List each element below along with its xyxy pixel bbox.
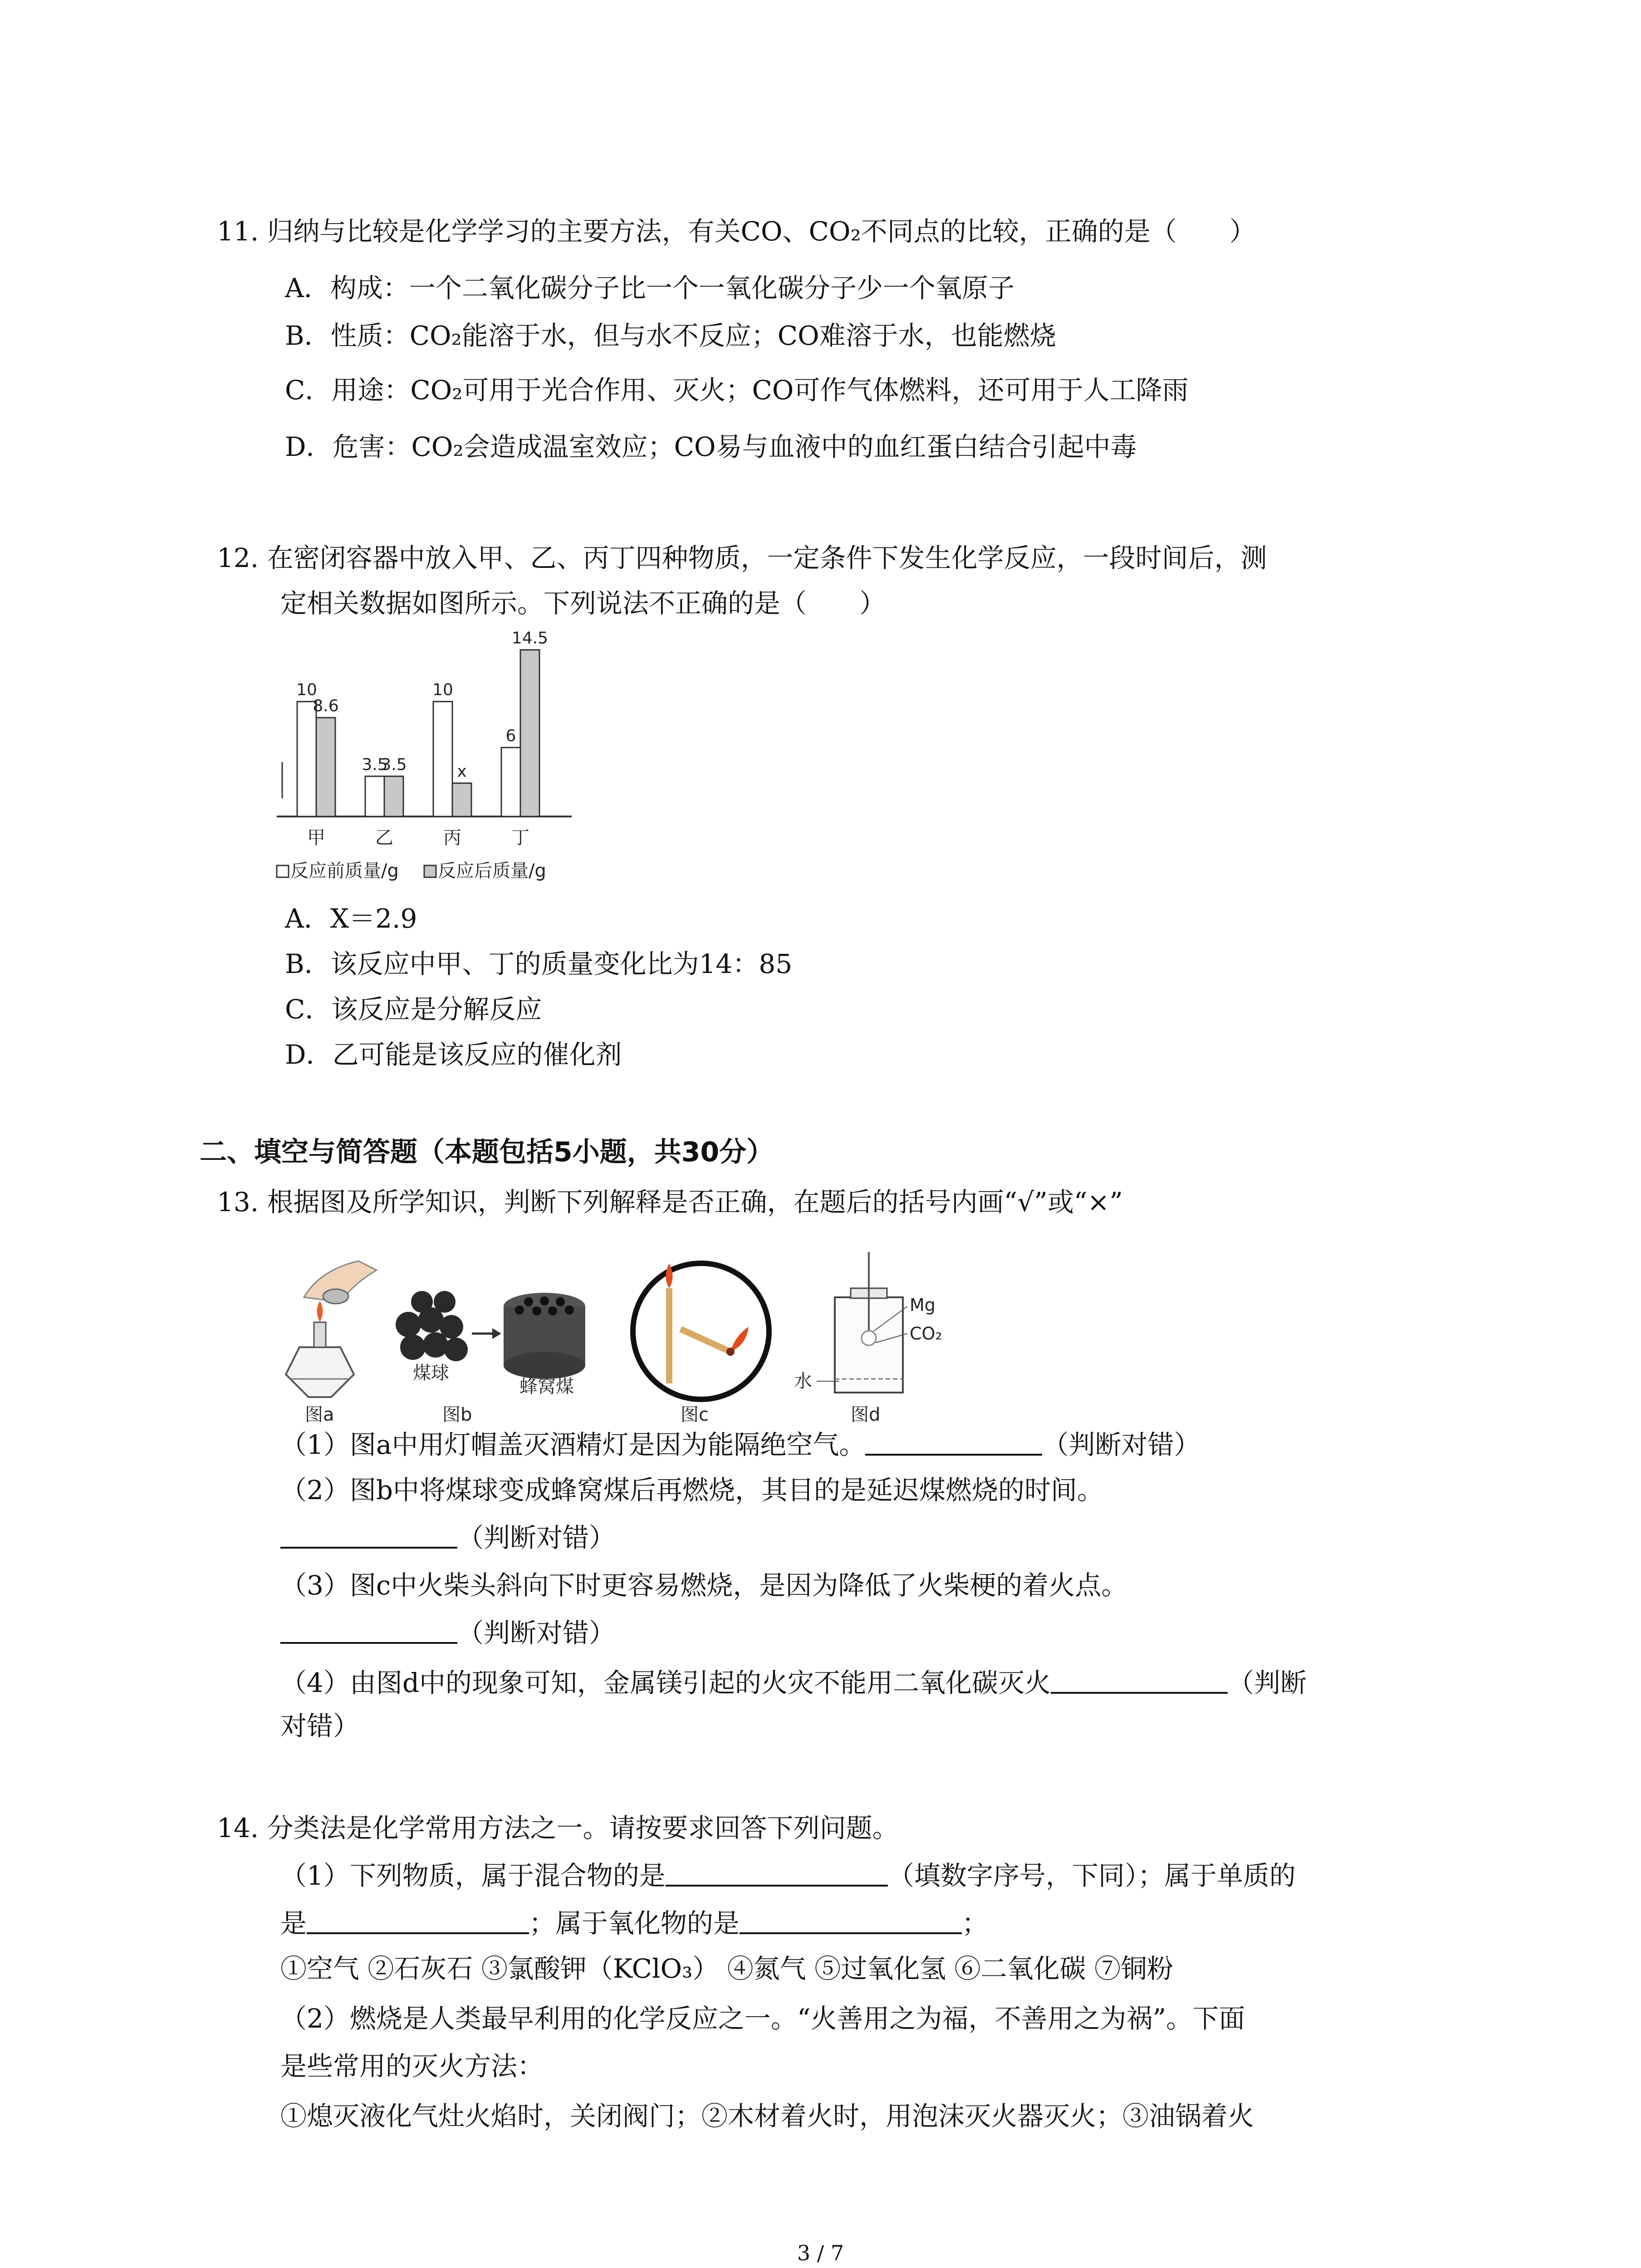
q14-part2-line3: ①熄灭液化气灶火焰时，关闭阀门；②木材着火时，用泡沫灭火器灭火；③油锅着火 [280, 2101, 1254, 2131]
q14-part1-text-d: ；属于氧化物的是 [529, 1908, 740, 1939]
bar-chart-svg [272, 626, 590, 898]
q13-part2-blank[interactable] [280, 1520, 457, 1549]
chart-category-label-3: 丁 [511, 827, 529, 848]
chart-category-labels [307, 827, 529, 848]
q11-option-c: C．用途：CO₂可用于光合作用、灭火；CO可作气体燃料，还可用于人工降雨 [285, 375, 1189, 406]
q14-mixture-blank[interactable] [666, 1857, 888, 1887]
q12-option-d: D．乙可能是该反应的催化剂 [285, 1039, 622, 1070]
chart-bar-after-3 [520, 650, 539, 816]
fig-b-label: 图b [442, 1404, 472, 1424]
q13-part4-tail: （判断 [1228, 1667, 1307, 1698]
chart-legend [277, 860, 546, 881]
chart-bar-before-1 [365, 776, 384, 816]
q14-stem: 14. 分类法是化学常用方法之一。请按要求回答下列问题。 [217, 1813, 899, 1843]
fig-d-water-label: 水 [794, 1371, 812, 1392]
chart-category-label-0: 甲 [307, 827, 325, 848]
q13-part2: （2）图b中将煤球变成蜂窝煤后再燃烧，其目的是延迟煤燃烧的时间。 [280, 1475, 1104, 1505]
q13-stem: 13. 根据图及所学知识，判断下列解释是否正确，在题后的括号内画“√”或“×” [217, 1187, 1123, 1217]
q13-part2-tail: （判断对错） [457, 1522, 616, 1553]
q13-part2-answer [280, 1520, 615, 1556]
fig-c-matches [633, 1263, 769, 1424]
chart-bar-before-0 [297, 702, 316, 816]
q12-option-c: C．该反应是分解反应 [285, 994, 542, 1025]
chart-data-label-before-3: 6 [505, 727, 516, 745]
q12-stem-line2: 定相关数据如图所示。下列说法不正确的是（ ） [280, 588, 886, 619]
q11-option-b: B．性质：CO₂能溶于水，但与水不反应；CO难溶于水，也能燃烧 [285, 320, 1056, 351]
q14-part1-text-e: ； [962, 1908, 989, 1939]
q13-part1-blank[interactable] [865, 1427, 1042, 1456]
chart-bar-after-1 [384, 776, 403, 816]
fig-b-honeycomb-label: 蜂窝煤 [519, 1376, 574, 1397]
q13-part3-blank[interactable] [280, 1615, 457, 1644]
q14-part1-text-a: （1）下列物质，属于混合物的是 [280, 1860, 666, 1891]
legend-after-swatch [424, 865, 436, 877]
chart-bar-before-2 [433, 702, 452, 816]
q13-part3-answer [280, 1615, 615, 1651]
chart-bar-before-3 [501, 748, 520, 816]
chart-category-label-2: 丙 [443, 827, 461, 848]
fig-d-mg-label: Mg [910, 1295, 936, 1315]
q13-part4-blank[interactable] [1051, 1665, 1228, 1694]
fig-b-coal [396, 1291, 585, 1424]
q11-option-d: D．危害：CO₂会造成温室效应；CO易与血液中的血红蛋白结合引起中毒 [285, 431, 1137, 462]
fig-b-coal-ball-label: 煤球 [413, 1363, 449, 1383]
fig-d-magnesium-co2 [794, 1252, 942, 1424]
fig-d-label: 图d [851, 1404, 881, 1424]
q12-option-b: B．该反应中甲、丁的质量变化比为14：85 [285, 948, 793, 979]
chart-data-label-before-0: 10 [296, 680, 317, 699]
chart-bar-after-0 [316, 718, 335, 816]
q13-figures [272, 1243, 980, 1424]
fig-a-label: 图a [305, 1404, 334, 1424]
q12-option-a: A．X＝2.9 [285, 903, 417, 934]
q14-oxide-blank[interactable] [740, 1905, 962, 1934]
legend-after-label: 反应后质量/g [438, 860, 546, 881]
q14-part2-line1: （2）燃烧是人类最早利用的化学反应之一。“火善用之为福，不善用之为祸”。下面 [280, 2003, 1245, 2034]
fig-c-label: 图c [681, 1404, 709, 1424]
chart-data-label-after-0: 8.6 [313, 697, 339, 716]
chart-data-label-after-3: 14.5 [511, 629, 549, 648]
legend-before-label: 反应前质量/g [290, 860, 399, 881]
q13-part3: （3）图c中火柴头斜向下时更容易燃烧，是因为降低了火柴梗的着火点。 [280, 1570, 1128, 1601]
q14-element-blank[interactable] [307, 1905, 529, 1934]
q13-part1-tail: （判断对错） [1042, 1429, 1200, 1460]
q11-option-a: A．构成：一个二氧化碳分子比一个一氧化碳分子少一个氧原子 [285, 273, 1014, 303]
q13-part4-cont: 对错） [280, 1711, 360, 1741]
chart-bars [296, 629, 548, 816]
q13-figures-svg [272, 1243, 980, 1424]
q14-part1-text-b: （填数字序号，下同）；属于单质的 [887, 1860, 1296, 1891]
chart-data-label-after-2: x [457, 762, 467, 781]
chart-data-label-before-1: 3.5 [362, 755, 388, 774]
section-2-title: 二、填空与简答题（本题包括5小题，共30分） [200, 1136, 774, 1168]
q13-part4 [280, 1665, 1307, 1701]
chart-data-label-after-1: 3.5 [381, 755, 407, 774]
page-number: 3 / 7 [797, 2241, 844, 2265]
q12-stem-line1: 12. 在密闭容器中放入甲、乙、丙丁四种物质，一定条件下发生化学反应，一段时间后，测 [217, 543, 1267, 573]
q14-part1-text-c: 是 [280, 1908, 307, 1939]
chart-category-label-1: 乙 [375, 827, 393, 848]
legend-before-swatch [277, 865, 289, 877]
q14-part1-line1 [280, 1857, 1296, 1894]
chart-data-label-before-2: 10 [432, 680, 453, 699]
q12-bar-chart [272, 626, 590, 898]
fig-d-co2-label: CO₂ [910, 1324, 942, 1344]
q13-part1-text: （1）图a中用灯帽盖灭酒精灯是因为能隔绝空气。 [280, 1429, 866, 1460]
chart-bar-after-2 [452, 783, 471, 816]
q14-substance-list: ①空气 ②石灰石 ③氯酸钾（KClO₃） ④氮气 ⑤过氧化氢 ⑥二氧化碳 ⑦铜粉 [280, 1953, 1174, 1984]
fig-a-alcohol-lamp [286, 1261, 377, 1424]
q13-part3-tail: （判断对错） [457, 1618, 616, 1648]
q14-part2-line2: 是些常用的灭火方法： [280, 2051, 544, 2082]
q13-part1 [280, 1427, 1200, 1463]
q11-stem: 11. 归纳与比较是化学学习的主要方法，有关CO、CO₂不同点的比较，正确的是（ ） [217, 216, 1256, 247]
q13-part4-text: （4）由图d中的现象可知，金属镁引起的火灾不能用二氧化碳灭火 [280, 1667, 1051, 1698]
q14-part1-line2 [280, 1905, 988, 1941]
